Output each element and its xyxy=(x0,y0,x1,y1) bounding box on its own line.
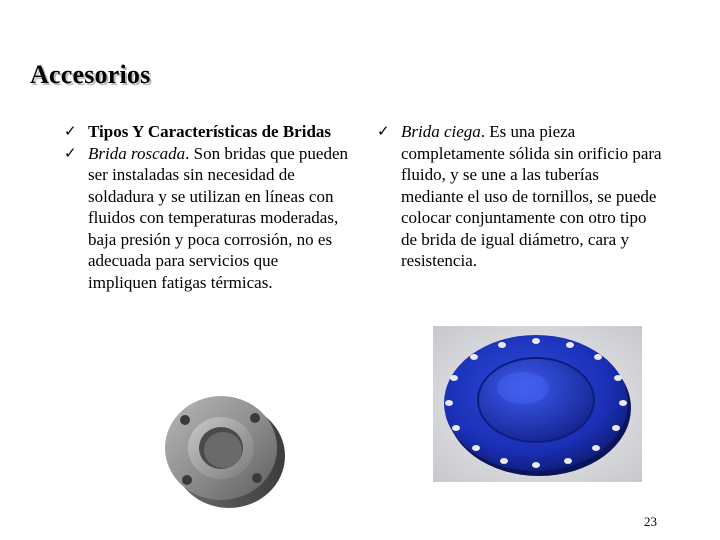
bullet-item xyxy=(377,121,662,272)
threaded-flange-image xyxy=(155,384,290,514)
check-bullet-icon: ✓ xyxy=(64,122,77,140)
check-bullet-icon: ✓ xyxy=(377,122,390,140)
slide-title: Accesorios xyxy=(30,60,151,89)
right-column xyxy=(377,121,662,272)
bullet-term: Brida roscada xyxy=(88,143,186,163)
bullet-term: Brida ciega xyxy=(401,122,481,141)
bullet-text: . Es una pieza completamente sólida sin orificio para fluido, y se une a las tuberías mediante el uso de tornillos, se puede colocar conjuntamente con otro tipo de brida de igual diámetro, cara y resistencia. xyxy=(401,122,662,270)
bullet-text: . Son bridas que pueden ser instaladas sin necesidad de soldadura y se utilizan en líneas con fluidos con temperaturas moderadas, baja presión y poca corrosión, no es adecuada para servicios que impliquen fatigas térmicas. xyxy=(88,143,349,292)
page-number: 23 xyxy=(644,514,657,529)
bullet-item xyxy=(64,143,349,294)
left-column xyxy=(64,121,349,293)
bullet-heading: Tipos Y Características de Bridas xyxy=(88,122,332,141)
bullet-item xyxy=(64,121,349,143)
check-bullet-icon: ✓ xyxy=(64,143,77,162)
blind-flange-image xyxy=(433,326,642,482)
